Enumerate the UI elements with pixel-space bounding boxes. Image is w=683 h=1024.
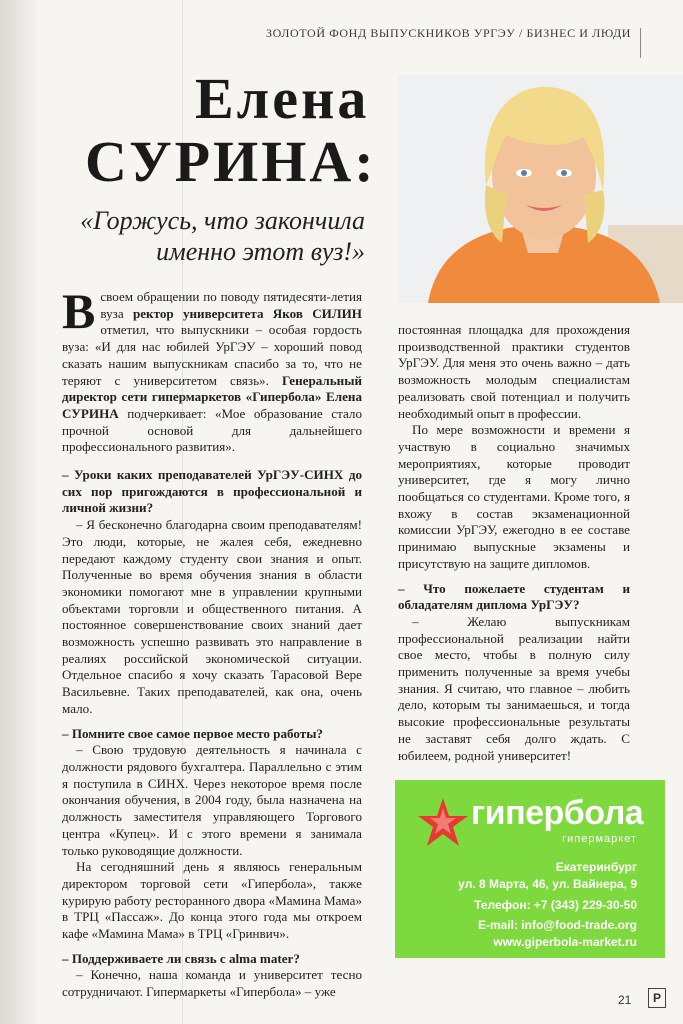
question-4: – Что пожелаете студентам и обладателям диплома УрГЭУ? [398, 580, 630, 613]
portrait-photo [398, 75, 683, 303]
answer-1: – Я бесконечно благодарна своим преподавателям! Это люди, которые, не жалея себя, ежедневно передают каждому студенту свои знания и опыт. Полученные во время обучения знания в области экономики помогают мне в управлении крупными объектами торговли и общественного питания. А постоянное совершенствование своих знаний дает возможность успешно развивать это направление в реалиях российской экономической ситуации. Отдельное спасибо я хочу сказать Тарасовой Вере Васильевне. Таких преподавателей, как она, очень мало. [62, 517, 362, 716]
brand-subtitle: гипермаркет [562, 833, 637, 845]
title-quote [20, 205, 365, 267]
section-header: ЗОЛОТОЙ ФОНД ВЫПУСКНИКОВ УРГЭУ / БИЗНЕС И ЛЮДИ [266, 26, 631, 40]
brand-name: гипербола [471, 794, 644, 832]
answer-3: – Конечно, наша команда и университет тесно сотрудничают. Гипермаркеты «Гипербола» – уже [62, 967, 362, 1000]
title-quote-line2: именно этот вуз!» [156, 237, 365, 267]
ad-phone: Телефон: +7 (343) 229-30-50 [474, 898, 637, 912]
title-quote-line1: «Горжусь, что закончила [80, 206, 365, 235]
magazine-mark: Р [648, 988, 666, 1008]
title-first-name: Елена [195, 66, 370, 131]
ad-address: ул. 8 Марта, 46, ул. Вайнера, 9 [458, 877, 637, 891]
ad-website[interactable]: www.giperbola-market.ru [493, 935, 637, 949]
question-2: – Помните свое самое первое место работы? [62, 725, 323, 741]
article-column-left [62, 283, 362, 1001]
intro-paragraph [62, 283, 362, 456]
drop-cap: В [62, 283, 96, 339]
answer-2: – Свою трудовую деятельность я начинала с должности рядового бухгалтера. Параллельно с этим я поступила в СИНХ. Через некоторое время после окончания обучения, в 2004 году, была назначена на должность заместителя управляющего Торгового центра «Купец». И с этого времени я занимала только руководящие должности. [62, 742, 362, 858]
answer-4: – Желаю выпускникам профессиональной реализации найти свое место, чтобы в полную силу применить полученные за время учебы знания. Я считаю, что главное – любить дело, которым ты занимаешься, и тогда высокие профессиональные результаты не заставят себя долго ждать. С юбилеем, родной университет! [398, 613, 630, 763]
answer-3-paragraph-2: По мере возможности и времени я участвую в социально значимых мероприятиях, которые проводит университет, где я могу лично пообщаться со студентами. Кроме того, я вхожу в состав экзаменационной комиссии УрГЭУ, ежегодно в ее составе принимаю выпускные экзамены и присутствую на защите дипломов. [398, 422, 630, 571]
intro-text-a: своем обращении по поводу пятидесяти-летия вуза [100, 289, 362, 321]
answer-3-continued: постоянная площадка для прохождения производственной практики студентов УрГЭУ. Для меня это очень важно – дать возможность молодым специалистам реализовать свой потенциал и получить необходимый опыт в профессии. [398, 322, 630, 421]
article-column-right [398, 322, 630, 764]
question-3: – Поддерживаете ли связь с alma mater? [62, 950, 300, 966]
intro-text-c: отметил, что выпускники – особая гордость вуза: «И для нас юбилей УрГЭУ – хороший повод сказать нашим выпускникам спасибо за то, что не теряют с университетом связь». [62, 322, 362, 388]
answer-2-continued: На сегодняшний день я являюсь генеральным директором торговой сети «Гипербола», также курирую работу ресторанного двора «Мамина Мама» в ТРЦ «Пассаж». До конца этого года мы откроем кафе «Мамина Мама» в ТРЦ «Гринвич». [62, 859, 362, 942]
star-logo-icon [417, 796, 469, 848]
ad-email[interactable]: E-mail: info@food-trade.org [477, 918, 637, 932]
intro-director-name: Генеральный директор сети гипермаркетов «Гипербола» Елена СУРИНА [62, 372, 362, 421]
page-number: 21 [618, 993, 632, 1007]
intro-rector-name: ректор университета Яков СИЛИН [132, 305, 362, 321]
page-gutter-shadow [0, 0, 40, 1024]
portrait-illustration [398, 75, 683, 303]
ad-city: Екатеринбург [555, 860, 637, 874]
title-last-name: СУРИНА: [85, 129, 377, 194]
giperbola-advertisement [395, 780, 665, 958]
question-1: – Уроки каких преподавателей УрГЭУ-СИНХ до сих пор пригождаются в профессиональной и личной жизни? [62, 467, 362, 516]
header-divider [640, 28, 641, 58]
intro-text-e: подчеркивает: «Мое образование стало прочной основой для дальнейшего профессионального развития». [62, 405, 362, 455]
